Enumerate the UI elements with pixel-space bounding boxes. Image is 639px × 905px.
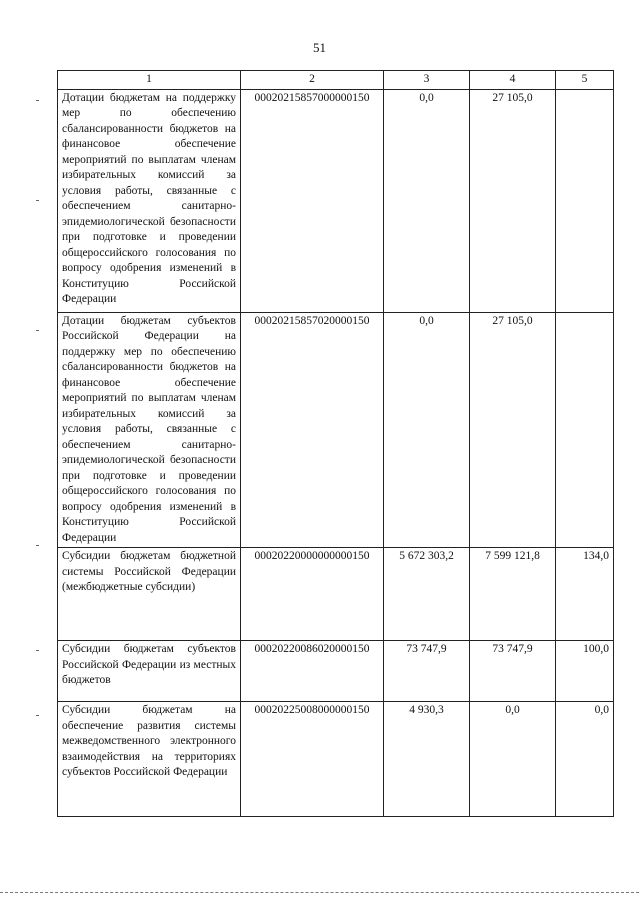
margin-mark: [36, 715, 39, 716]
row-col4-value: 73 747,9: [470, 641, 556, 702]
table-row: [58, 641, 614, 702]
margin-mark: [36, 650, 39, 651]
row-code: 00020220000000000150: [241, 548, 384, 641]
row-col3-value: 73 747,9: [384, 641, 470, 702]
column-header-3: 3: [384, 71, 470, 90]
margin-mark: [36, 200, 39, 201]
row-code: 00020215857000000150: [241, 89, 384, 312]
row-name: Дотации бюджетам субъектов Российской Федерации на поддержку мер по обеспечению сбалансированности бюджетов на финансовое обеспечение мероприятий по выплатам членам избирательных комиссий за условия работы, связанные с обеспечением санитарно-эпидемиологической безопасности при подготовке и проведении общероссийского голосования по вопросу одобрения изменений в Конституцию Российской Федерации: [58, 312, 241, 548]
row-code: 00020225008000000150: [241, 702, 384, 817]
row-col3-value: 0,0: [384, 89, 470, 312]
table-row: [58, 702, 614, 817]
table-row: [58, 89, 614, 312]
column-header-2: 2: [241, 71, 384, 90]
row-col4-value: 7 599 121,8: [470, 548, 556, 641]
column-header-1: 1: [58, 71, 241, 90]
row-col3-value: 0,0: [384, 312, 470, 548]
row-name: Субсидии бюджетам на обеспечение развития системы межведомственного электронного взаимодействия на территориях субъектов Российской Федерации: [58, 702, 241, 817]
margin-mark: [36, 545, 39, 546]
table-row: [58, 312, 614, 548]
margin-mark: [36, 330, 39, 331]
row-col3-value: 5 672 303,2: [384, 548, 470, 641]
table-header-row: [58, 71, 614, 90]
row-name: Субсидии бюджетам субъектов Российской Федерации из местных бюджетов: [58, 641, 241, 702]
page-number: 51: [313, 40, 326, 55]
column-header-4: 4: [470, 71, 556, 90]
row-col5-value: [556, 89, 614, 312]
row-code: 00020215857020000150: [241, 312, 384, 548]
row-col4-value: 27 105,0: [470, 312, 556, 548]
row-col5-value: 134,0: [556, 548, 614, 641]
page-bottom-rule: [0, 892, 639, 893]
table-row: [58, 548, 614, 641]
row-name: Дотации бюджетам на поддержку мер по обеспечению сбалансированности бюджетов на финансовое обеспечение мероприятий по выплатам членам избирательных комиссий за условия работы, связанные с обеспечением санитарно-эпидемиологической безопасности при подготовке и проведении общероссийского голосования по вопросу одобрения изменений в Конституцию Российской Федерации: [58, 89, 241, 312]
row-col4-value: 27 105,0: [470, 89, 556, 312]
row-col3-value: 4 930,3: [384, 702, 470, 817]
row-col5-value: 0,0: [556, 702, 614, 817]
row-col5-value: [556, 312, 614, 548]
budget-table: [57, 70, 614, 817]
column-header-5: 5: [556, 71, 614, 90]
row-col5-value: 100,0: [556, 641, 614, 702]
row-code: 00020220086020000150: [241, 641, 384, 702]
row-name: Субсидии бюджетам бюджетной системы Российской Федерации (межбюджетные субсидии): [58, 548, 241, 641]
margin-mark: [36, 100, 39, 101]
row-col4-value: 0,0: [470, 702, 556, 817]
